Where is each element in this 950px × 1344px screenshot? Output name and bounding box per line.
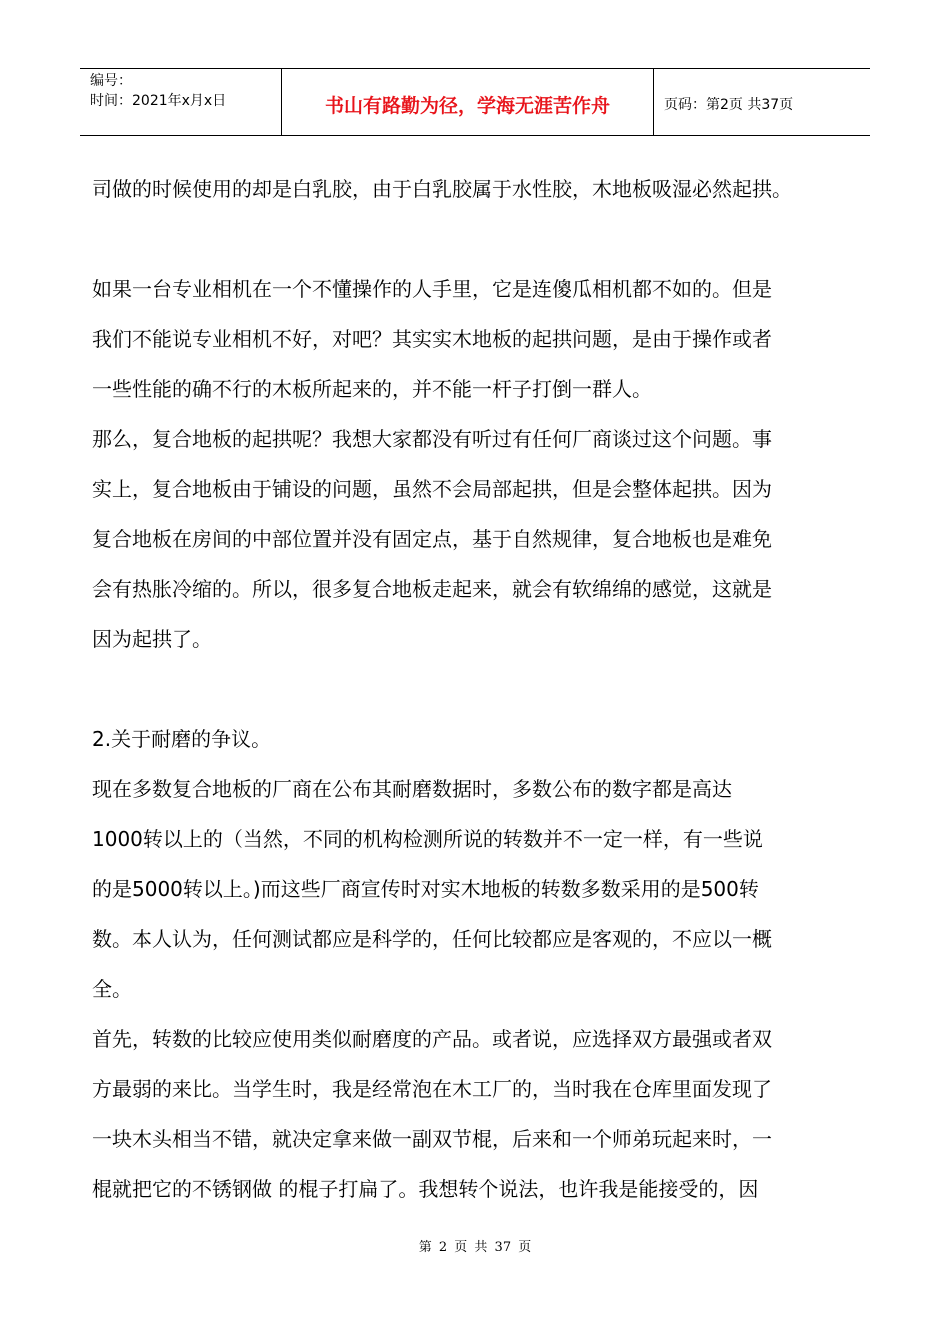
body-line: 数。本人认为，任何测试都应是科学的，任何比较都应是客观的，不应以一概 (92, 927, 772, 951)
date-label: 时间：2021年x月x日 (90, 93, 227, 109)
body-line: 方最弱的来比。当学生时，我是经常泡在木工厂的，当时我在仓库里面发现了 (92, 1077, 772, 1101)
header-page-cell (654, 69, 870, 135)
header-meta-cell (80, 69, 282, 135)
body-line: 一块木头相当不错，就决定拿来做一副双节棍，后来和一个师弟玩起来时，一 (92, 1127, 772, 1151)
body-line: 首先，转数的比较应使用类似耐磨度的产品。或者说，应选择双方最强或者双 (92, 1027, 772, 1051)
body-line: 会有热胀冷缩的。所以，很多复合地板走起来，就会有软绵绵的感觉，这就是 (92, 577, 772, 601)
motto-text: 书山有路勤为径，学海无涯苦作舟 (324, 94, 610, 117)
body-line: 现在多数复合地板的厂商在公布其耐磨数据时，多数公布的数字都是高达 (92, 777, 732, 801)
body-line: 那么，复合地板的起拱呢？我想大家都没有听过有任何厂商谈过这个问题。事 (92, 427, 772, 451)
body-line: 因为起拱了。 (92, 627, 212, 651)
blank-line (92, 664, 862, 714)
serial-label: 编号： (90, 73, 132, 89)
body-line: 1000转以上的（当然，不同的机构检测所说的转数并不一定一样，有一些说 (92, 827, 763, 851)
page-footer: 第 2 页 共 37 页 (418, 1240, 532, 1255)
body-line: 的是5000转以上。)而这些厂商宣传时对实木地板的转数多数采用的是500转 (92, 877, 759, 901)
page-info: 页码：第2页 共37页 (664, 97, 794, 113)
header-table (80, 68, 870, 136)
body-line: 全。 (92, 977, 132, 1001)
document-body (92, 164, 862, 1214)
body-line: 棍就把它的不锈钢做 的棍子打扁了。我想转个说法，也许我是能接受的，因 (92, 1177, 759, 1201)
header-motto-cell (282, 69, 654, 135)
body-line: 2.关于耐磨的争议。 (92, 727, 272, 751)
body-line: 一些性能的确不行的木板所起来的，并不能一杆子打倒一群人。 (92, 377, 652, 401)
blank-line (92, 214, 862, 264)
body-line: 司做的时候使用的却是白乳胶，由于白乳胶属于水性胶，木地板吸湿必然起拱。 (92, 177, 792, 201)
body-line: 复合地板在房间的中部位置并没有固定点，基于自然规律，复合地板也是难免 (92, 527, 772, 551)
body-line: 我们不能说专业相机不好，对吧？其实实木地板的起拱问题，是由于操作或者 (92, 327, 772, 351)
body-line: 如果一台专业相机在一个不懂操作的人手里，它是连傻瓜相机都不如的。但是 (92, 277, 772, 301)
body-line: 实上，复合地板由于铺设的问题，虽然不会局部起拱，但是会整体起拱。因为 (92, 477, 772, 501)
